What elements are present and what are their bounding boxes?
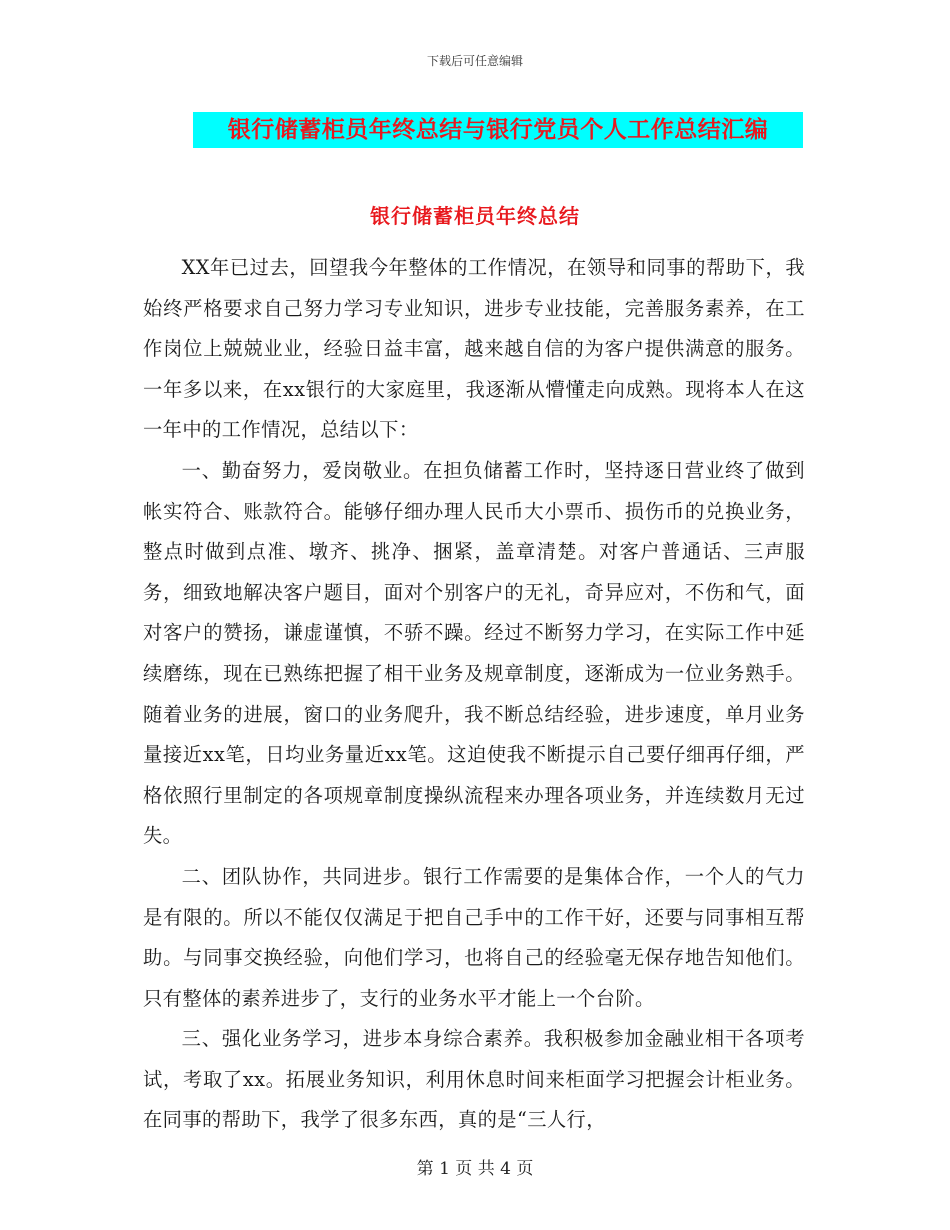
paragraph-point-2: 二、团队协作，共同进步。银行工作需要的是集体合作，一个人的气力是有限的。所以不能仅仅满足于把自己手中的工作干好，还要与同事相互帮助。与同事交换经验，向他们学习，也将自己的经验毫无保存地告知他们。只有整体的素养进步了，支行的业务水平才能上一个台阶。 <box>143 864 805 1010</box>
paragraph-intro: XX年已过去，回望我今年整体的工作情况，在领导和同事的帮助下，我始终严格要求自己努力学习专业知识，进步专业技能，完善服务素养，在工作岗位上兢兢业业，经验日益丰富，越来越自信的为客户提供满意的服务。一年多以来，在xx银行的大家庭里，我逐渐从懵懂走向成熟。现将本人在这一年中的工作情况，总结以下： <box>143 256 805 442</box>
paragraph-point-3: 三、强化业务学习，进步本身综合素养。我积极参加金融业相干各项考试，考取了xx。拓展业务知识，利用休息时间来柜面学习把握会计柜业务。在同事的帮助下，我学了很多东西，真的是“三人行， <box>143 1027 805 1132</box>
page-header-note: 下载后可任意编辑 <box>426 54 523 68</box>
page-number: 第 1 页 共 4 页 <box>416 1159 534 1179</box>
document-body <box>143 248 805 1141</box>
document-title: 银行储蓄柜员年终总结与银行党员个人工作总结汇编 <box>227 116 769 143</box>
paragraph-point-1: 一、勤奋努力，爱岗敬业。在担负储蓄工作时，坚持逐日营业终了做到帐实符合、账款符合。能够仔细办理人民币大小票币、损伤币的兑换业务，整点时做到点准、墩齐、挑净、捆紧，盖章清楚。对客户普通话、三声服务，细致地解决客户题目，面对个别客户的无礼，奇异应对，不伤和气，面对客户的赞扬，谦虚谨慎，不骄不躁。经过不断努力学习，在实际工作中延续磨练，现在已熟练把握了相干业务及规章制度，逐渐成为一位业务熟手。随着业务的进展，窗口的业务爬升，我不断总结经验，进步速度，单月业务量接近xx笔，日均业务量近xx笔。这迫使我不断提示自己要仔细再仔细，严格依照行里制定的各项规章制度操纵流程来办理各项业务，并连续数月无过失。 <box>143 458 805 848</box>
section-title: 银行储蓄柜员年终总结 <box>370 204 580 228</box>
